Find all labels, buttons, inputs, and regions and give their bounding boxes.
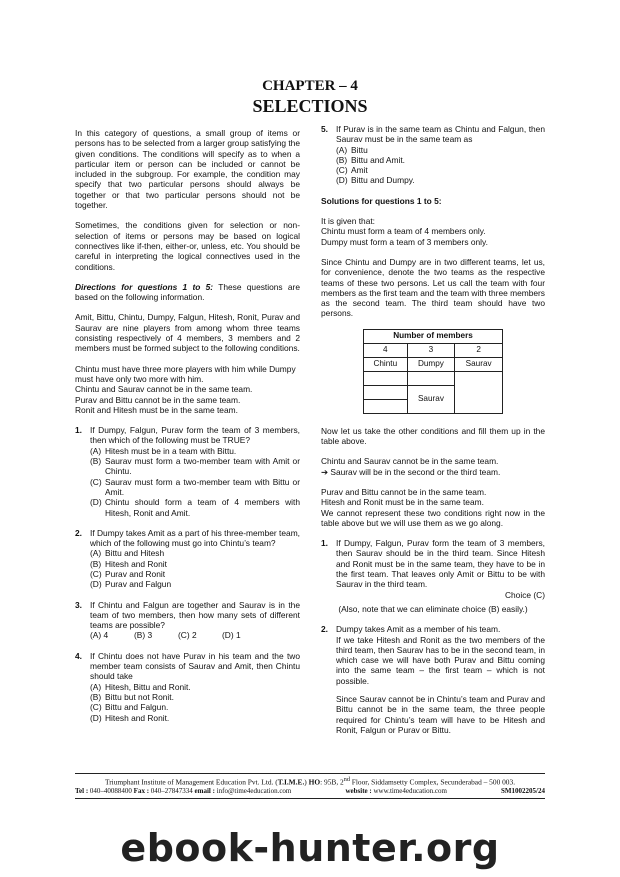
solution-text: Since Saurav cannot be in Chintu’s team and Purav and Bittu cannot be in the same team, the three people required for Chintu’s team will have to be Hitesh and Ronit, Falgun or Purav or Bittu. <box>336 693 545 735</box>
table-cell: 3 <box>407 343 455 357</box>
table-cell: 4 <box>364 343 408 357</box>
table-cell <box>364 399 408 413</box>
given-line: Chintu must form a team of 4 members only. <box>321 226 486 237</box>
option-c: (C) 2 <box>178 630 197 641</box>
table-cell <box>364 371 408 385</box>
option-c: (C) Purav and Ronit <box>90 568 166 579</box>
members-table <box>363 329 503 414</box>
table-cell <box>455 371 503 413</box>
option-d: (D) Purav and Falgun <box>90 579 172 590</box>
condition-block: Chintu and Saurav cannot be in the same team. ➔ Saurav will be in the second or the third team. <box>321 456 501 477</box>
page-title: SELECTIONS <box>252 96 368 116</box>
option-b: (B) Bittu and Amit. <box>336 154 405 165</box>
condition-line: Ronit and Hitesh must be in the same team. <box>75 404 238 415</box>
info-paragraph: Amit, Bittu, Chintu, Dumpy, Falgun, Hitesh, Ronit, Purav and Saurav are nine players from among whom three teams consisting respectively of 4 members, 3 members and 2 members must be formed subject to the following conditions. <box>75 312 300 354</box>
solution-text: Dumpy takes Amit as a member of his team. <box>336 624 501 635</box>
arrow-icon: ➔ <box>321 466 329 477</box>
condition-line: Chintu must have three more players with him while Dumpy must have only two more with him. <box>75 363 296 384</box>
condition-block: Purav and Bittu cannot be in the same team. Hitesh and Ronit must be in the same team. We cannot represent these two conditions right now in the table above but we will use them as we go along. <box>321 486 545 528</box>
table-cell <box>364 385 408 399</box>
table-cell: Dumpy <box>407 357 455 371</box>
option-c: (C) Saurav must form a two-member team with Bittu or Amit. <box>90 476 300 497</box>
option-a: (A) Bittu <box>336 144 368 155</box>
inline-options <box>90 630 300 640</box>
solution-note: (Also, note that we can eliminate choice (B) easily.) <box>338 603 528 614</box>
question-number: 2. <box>75 527 82 538</box>
question-number: 3. <box>75 599 82 610</box>
directions-paragraph <box>75 282 300 303</box>
solution-paragraph: Now let us take the other conditions and fill them up in the table above. <box>321 425 545 447</box>
question-stem: If Dumpy, Falgun, Purav form the team of 3 members, then which of the following must be TRUE? <box>90 425 300 446</box>
question-4 <box>75 651 300 723</box>
question-number: 5. <box>321 124 328 134</box>
option-a: (A) Hitesh, Bittu and Ronit. <box>90 681 191 692</box>
solution-number: 1. <box>321 538 328 549</box>
contact-details: Tel : 040–40088400 Fax : 040–27847334 email : info@time4education.com <box>75 787 292 795</box>
table-cell: Saurav <box>407 385 455 413</box>
option-a: (A) 4 <box>90 630 109 641</box>
given-line: Dumpy must form a team of 3 members only. <box>321 236 488 247</box>
question-3 <box>75 600 300 641</box>
directions-text: These questions are based on the following information. <box>75 281 300 303</box>
footer-address: Triumphant Institute of Management Education Pvt. Ltd. (T.I.M.E.) HO: 95B, 2nd Floor, Siddamsetty Complex, Secunderabad – 500 003. <box>75 773 545 786</box>
intro-paragraph-1: In this category of questions, a small group of items or persons has to be selected from a larger group satisfying the given conditions. The conditions will specify as to when a particular item or person can be included or cannot be included in the subgroup. For example, the condition may specify that two particular persons should always be together or that two particular persons should not be together. <box>75 128 300 211</box>
chapter-label: CHAPTER – 4 <box>262 78 358 94</box>
document-code: SM1002205/24 <box>501 787 545 795</box>
watermark: ebook-hunter.org <box>120 826 500 870</box>
right-column <box>321 124 545 745</box>
option-b: (B) Saurav must form a two-member team with Amit or Chintu. <box>90 456 300 477</box>
website[interactable]: website : www.time4education.com <box>345 787 447 795</box>
option-b: (B) Bittu but not Ronit. <box>90 691 174 702</box>
question-number: 4. <box>75 650 82 661</box>
question-2 <box>75 528 300 590</box>
question-number: 1. <box>75 425 82 436</box>
question-1 <box>75 425 300 518</box>
option-c: (C) Bittu and Falgun. <box>90 702 169 713</box>
option-d: (D) Bittu and Dumpy. <box>336 175 415 186</box>
intro-paragraph-2: Sometimes, the conditions given for selection or non-selection of items or persons may be based on logical connectives like if-then, either-or, unless, etc. You should be careful in interpreting the logical connectives used in the conditions. <box>75 220 300 272</box>
option-d: (D) Chintu should form a team of 4 members with Hitesh, Ronit and Amit. <box>90 497 300 518</box>
given-block <box>321 216 545 247</box>
solution-number: 2. <box>321 624 328 635</box>
option-d: (D) Hitesh and Ronit. <box>90 712 170 723</box>
left-column <box>75 128 300 733</box>
option-a: (A) Hitesh must be in a team with Bittu. <box>90 445 237 456</box>
table-cell: Saurav <box>455 357 503 371</box>
condition-line: Purav and Bittu cannot be in the same team. <box>75 394 241 405</box>
solutions-heading: Solutions for questions 1 to 5: <box>321 195 442 206</box>
conditions-block <box>75 364 300 415</box>
solution-choice: Choice (C) <box>504 589 545 600</box>
footer-contact <box>75 787 545 799</box>
given-line: It is given that: <box>321 216 375 227</box>
question-stem: If Chintu and Falgun are together and Saurav is in the team of two members, then how many sets of different teams are possible? <box>90 599 300 631</box>
solution-1 <box>321 538 545 600</box>
option-a: (A) Bittu and Hitesh <box>90 548 165 559</box>
condition-line: Chintu and Saurav cannot be in the same team. <box>75 384 253 395</box>
question-stem: If Purav is in the same team as Chintu and Falgun, then Saurav must be in the same team as <box>336 124 545 145</box>
solution-paragraph: Since Chintu and Dumpy are in two different teams, let us, for convenience, denote the two teams as the respective teams of these two persons. Let us call the team with four members as the first team and the team with three members as the second team. The third team should have two persons. <box>321 256 545 319</box>
table-header: Number of members <box>364 329 503 343</box>
question-stem: If Dumpy takes Amit as a part of his three-member team, which of the following must go into Chintu’s team? <box>90 527 300 549</box>
solution-2 <box>321 624 545 735</box>
question-stem: If Chintu does not have Purav in his team and the two member team consists of Saurav and Amit, then Chintu should take <box>90 650 300 682</box>
directions-label: Directions for questions 1 to 5: <box>75 281 214 292</box>
table-cell: Chintu <box>364 357 408 371</box>
option-b: (B) Hitesh and Ronit <box>90 558 167 569</box>
solution-text: If Dumpy, Falgun, Purav form the team of 3 members, then Saurav should be in the third team. Since Hitesh and Ronit must be in the same team, they have to be in the first team. That leaves only Amit or Bittu to be with Saurav in the third team. <box>336 538 545 590</box>
table-cell <box>407 371 455 385</box>
option-d: (D) 1 <box>222 630 241 641</box>
option-c: (C) Amit <box>336 165 368 176</box>
solution-text: If we take Hitesh and Ronit as the two members of the third team, then Saurav has to be in the second team, in which case we will have both Purav and Bittu coming into the same team – the first team – which is not possible. <box>336 634 545 686</box>
table-cell: 2 <box>455 343 503 357</box>
option-b: (B) 3 <box>134 630 153 641</box>
question-5 <box>321 124 545 186</box>
